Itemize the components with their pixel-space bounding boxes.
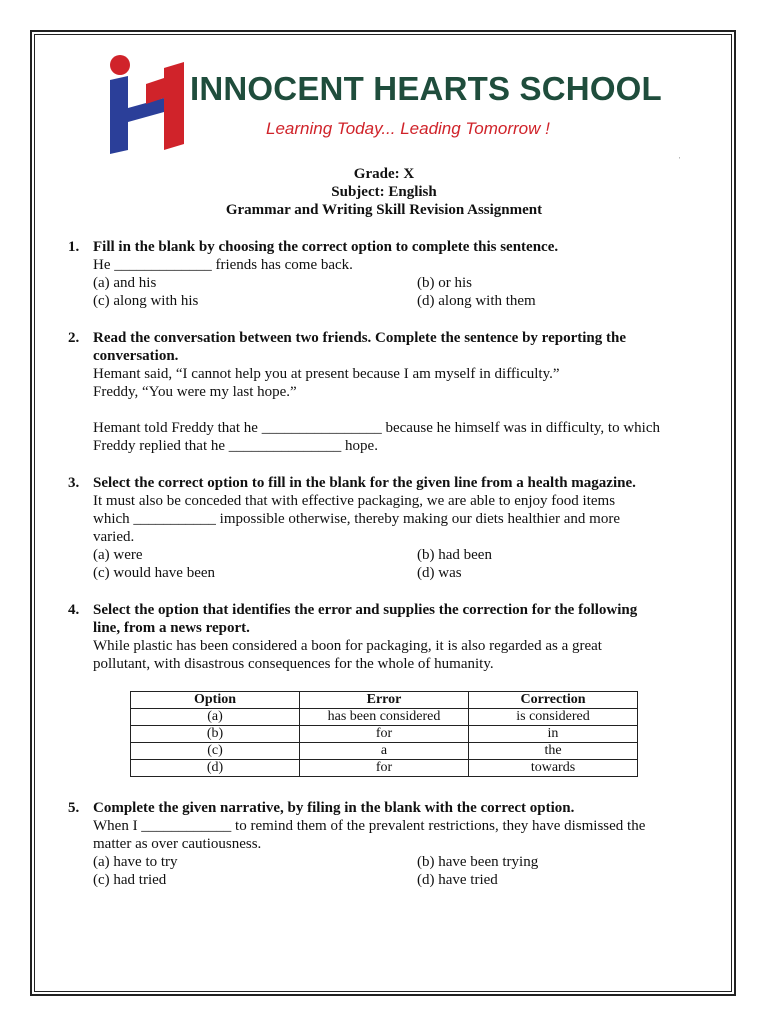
assignment-title: Grammar and Writing Skill Revision Assignment: [225, 202, 543, 218]
column-header: Option: [131, 692, 300, 709]
option-b: (b) or his: [417, 275, 472, 291]
question-prompt: line, from a news report.: [93, 620, 250, 636]
option-a: (a) have to try: [93, 854, 178, 870]
table-row: [131, 709, 638, 726]
option-d: (d) was: [417, 565, 462, 581]
question-text: Hemant said, “I cannot help you at present because I am myself in difficulty.”: [93, 366, 560, 382]
stray-mark: ˈ: [678, 156, 681, 165]
table-header-row: [131, 692, 638, 709]
table-row: [131, 760, 638, 777]
option-c: (c) had tried: [93, 872, 167, 888]
option-d: (d) along with them: [417, 293, 536, 309]
question-text: which ___________ impossible otherwise, thereby making our diets healthier and more: [93, 511, 620, 527]
question-number: 2.: [68, 330, 80, 346]
options-grid: [93, 546, 728, 582]
column-header: Correction: [469, 692, 638, 709]
options-grid: [93, 853, 728, 889]
table-cell: has been considered: [300, 709, 469, 726]
subject-heading: Subject: English: [331, 184, 437, 200]
table-cell: (d): [131, 760, 300, 777]
table-cell: towards: [469, 760, 638, 777]
table-cell: (a): [131, 709, 300, 726]
question-text: He _____________ friends has come back.: [93, 257, 353, 273]
question-3: [68, 474, 728, 582]
question-text: pollutant, with disastrous consequences for the whole of humanity.: [93, 656, 494, 672]
question-prompt: Read the conversation between two friends. Complete the sentence by reporting the: [93, 330, 626, 346]
table-cell: the: [469, 743, 638, 760]
question-text: When I ____________ to remind them of the prevalent restrictions, they have dismissed the: [93, 818, 646, 834]
option-b: (b) have been trying: [417, 854, 539, 870]
question-text: While plastic has been considered a boon for packaging, it is also regarded as a great: [93, 638, 602, 654]
question-text: It must also be conceded that with effective packaging, we are able to enjoy food items: [93, 493, 616, 509]
options-grid: [93, 274, 728, 310]
table-cell: a: [300, 743, 469, 760]
question-2: [68, 329, 728, 455]
option-a: (a) and his: [93, 275, 157, 291]
option-c: (c) would have been: [93, 565, 216, 581]
table-cell: in: [469, 726, 638, 743]
question-text: Freddy, “You were my last hope.”: [93, 384, 297, 400]
question-1: [68, 238, 728, 310]
question-number: 5.: [68, 800, 80, 816]
grade-heading: Grade: X: [353, 166, 415, 182]
option-a: (a) were: [93, 547, 143, 563]
question-text: Hemant told Freddy that he ________________ because he himself was in difficulty, to which: [93, 420, 660, 436]
table-cell: (c): [131, 743, 300, 760]
question-text: Freddy replied that he _______________ hope.: [93, 438, 378, 454]
question-text: varied.: [93, 529, 135, 545]
table-row: [131, 726, 638, 743]
table-row: [131, 743, 638, 760]
question-prompt: Fill in the blank by choosing the correct option to complete this sentence.: [93, 239, 559, 255]
option-d: (d) have tried: [417, 872, 498, 888]
table-cell: is considered: [469, 709, 638, 726]
question-prompt: Select the correct option to fill in the blank for the given line from a health magazine.: [93, 475, 636, 491]
table-cell: for: [300, 760, 469, 777]
question-number: 1.: [68, 239, 80, 255]
question-4: [68, 601, 728, 673]
school-logo-icon: [106, 54, 188, 154]
column-header: Error: [300, 692, 469, 709]
question-prompt: Complete the given narrative, by filing in the blank with the correct option.: [93, 800, 575, 816]
table-cell: for: [300, 726, 469, 743]
question-number: 4.: [68, 602, 80, 618]
school-name: INNOCENT HEARTS SCHOOL: [190, 70, 662, 107]
question-5: [68, 799, 728, 889]
table-cell: (b): [131, 726, 300, 743]
option-b: (b) had been: [417, 547, 492, 563]
error-correction-table: [130, 691, 638, 777]
school-tagline: Learning Today... Leading Tomorrow !: [266, 119, 550, 138]
question-text: matter as over cautiousness.: [93, 836, 262, 852]
question-prompt: conversation.: [93, 348, 179, 364]
question-prompt: Select the option that identifies the error and supplies the correction for the following: [93, 602, 638, 618]
question-number: 3.: [68, 475, 80, 491]
option-c: (c) along with his: [93, 293, 199, 309]
